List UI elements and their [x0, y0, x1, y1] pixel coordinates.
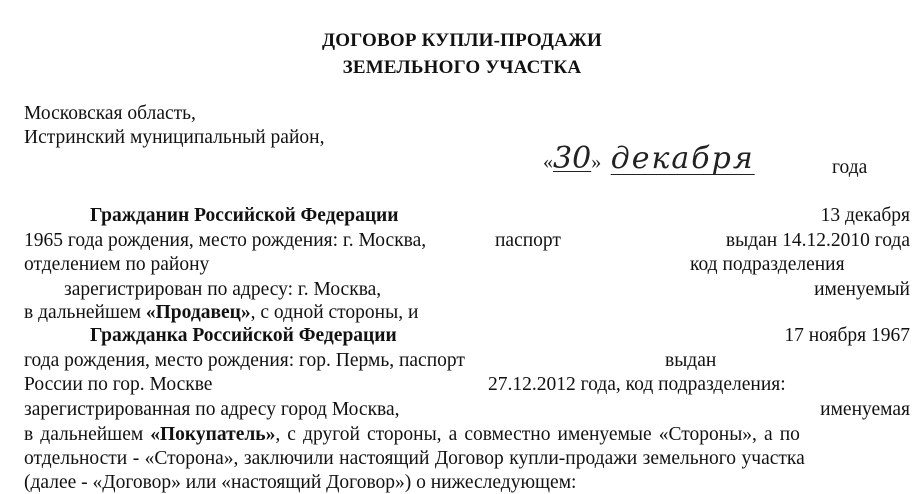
seller-role-line	[24, 302, 418, 324]
seller-heading: Гражданин Российской Федерации	[90, 205, 399, 226]
buyer-passport-issued: выдан	[665, 350, 717, 371]
seller-birth-date: 13 декабря	[820, 205, 910, 226]
place-district: Истринский муниципальный район,	[24, 127, 325, 148]
buyer-address: зарегистрированная по адресу город Москва,	[24, 399, 400, 420]
buyer-role-line	[24, 424, 800, 446]
buyer-birth-place: года рождения, место рождения: гор. Пермь, паспорт	[24, 350, 465, 371]
seller-passport-issued: выдан 14.12.2010 года	[725, 230, 910, 251]
seller-issuer: отделением по району	[24, 254, 210, 275]
seller-division-code-label: код подразделения	[690, 254, 845, 275]
buyer-role-suffix: , с другой стороны, а совместно именуемые «Стороны», а по	[275, 424, 800, 445]
date-year-suffix: года	[832, 157, 868, 178]
date-close-quote: »	[591, 151, 602, 173]
seller-address: зарегистрирован по адресу: г. Москва,	[64, 279, 382, 300]
buyer-birth-date: 17 ноября 1967	[784, 325, 910, 346]
seller-referred-as: именуемый	[814, 279, 910, 300]
date-day: 30	[553, 141, 592, 176]
document-title-line-1: ДОГОВОР КУПЛИ-ПРОДАЖИ	[321, 30, 603, 51]
place-region: Московская область,	[24, 103, 196, 124]
buyer-referred-as: именуемая	[820, 399, 910, 420]
buyer-role: «Покупатель»	[150, 424, 276, 445]
handwritten-date	[543, 142, 755, 179]
seller-birth-place: 1965 года рождения, место рождения: г. Москва,	[24, 230, 427, 251]
buyer-role-prefix: в дальнейшем	[24, 424, 151, 445]
date-open-quote: «	[543, 151, 553, 173]
seller-role: «Продавец»	[145, 302, 251, 323]
seller-passport-label: паспорт	[495, 230, 561, 251]
buyer-issue-date: 27.12.2012 года, код подразделения:	[488, 374, 786, 395]
seller-role-prefix: в дальнейшем	[24, 302, 146, 323]
seller-role-suffix: , с одной стороны, и	[250, 302, 419, 323]
agreement-clause-continued: (далее - «Договор» или «настоящий Договор») о нижеследующем:	[24, 472, 577, 493]
date-month: декабря	[610, 141, 755, 176]
buyer-heading: Гражданка Российской Федерации	[90, 325, 397, 346]
agreement-clause: отдельности - «Сторона», заключили настоящий Договор купли-продажи земельного участка	[24, 448, 805, 469]
document-title-line-2: ЗЕМЕЛЬНОГО УЧАСТКА	[342, 57, 582, 78]
buyer-issuer: России по гор. Москве	[24, 374, 213, 395]
